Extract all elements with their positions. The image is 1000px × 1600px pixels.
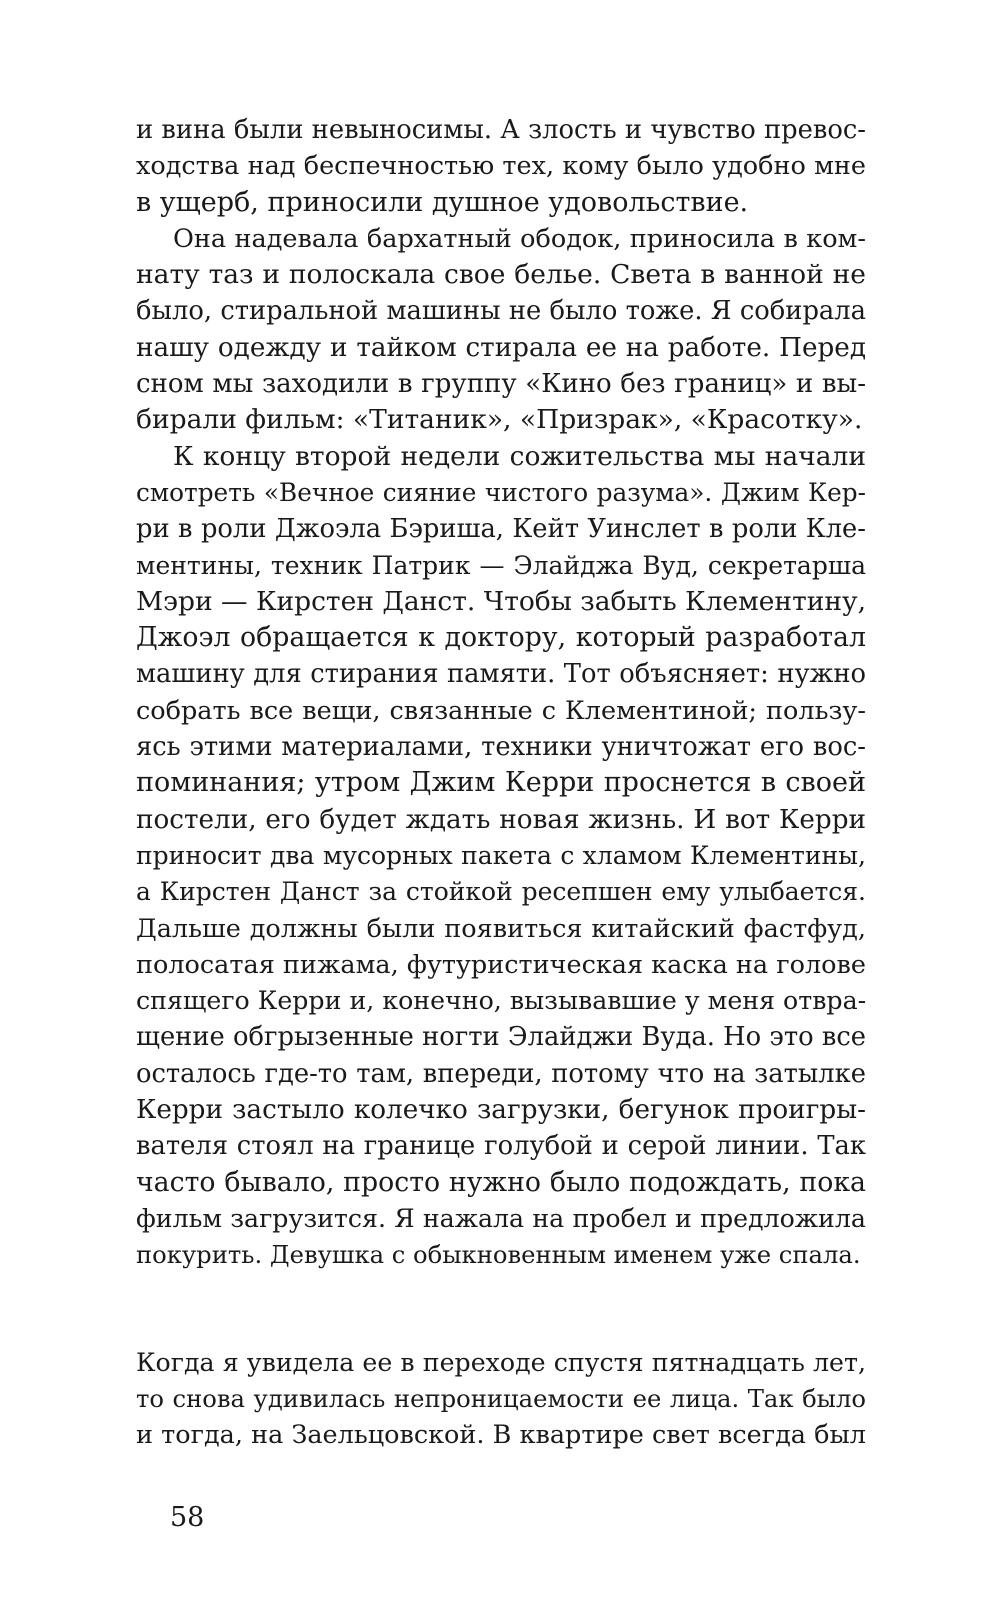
text-line: то снова удивилась непроницаемости ее лица. Так было [136,1383,866,1413]
text-line: сном мы заходили в группу «Кино без границ» и вы- [136,369,866,400]
page-number: 58 [170,1502,205,1533]
paragraph-continuation [136,112,866,221]
text-line: спящего Керри и, конечно, вызывавшие у меня отвра- [136,986,867,1016]
text-line: и тогда, на Заельцовской. В квартире свет всегда был [136,1420,866,1451]
text-line: Мэри — Кирстен Данст. Чтобы забыть Клементину, [136,585,867,617]
text-line: Джоэл обращается к доктору, который разработал [136,622,866,654]
book-page-text [136,112,866,1453]
text-line: полосатая пижама, футуристическая каска на голове [136,949,866,980]
text-line: нашу одежду и тайком стирала ее на работе. Перед [136,332,866,363]
section-break [136,1274,866,1345]
text-line: ментины, техник Патрик — Элайджа Вуд, секретарша [136,550,866,580]
paragraph-eternal-sunshine [136,439,866,1274]
text-line: щение обгрызенные ногти Элайджи Вуда. Но это все [136,1022,866,1053]
text-line: в ущерб, приносили душное удовольствие. [136,186,749,218]
text-line: и вина были невыносимы. А злость и чувство превос- [136,115,866,145]
text-line: было, стиральной машины не было тоже. Я собирала [136,296,866,327]
text-line: Когда я увидела ее в переходе спустя пятнадцать лет, [136,1347,866,1377]
text-line: а Кирстен Данст за стойкой ресепшен ему улыбается. [136,877,866,907]
text-line: часто бывало, просто нужно было подождать, пока [136,1166,866,1198]
text-line: постели, его будет ждать новая жизнь. И вот Керри [136,804,866,835]
text-line: ясь этими материалами, техники уничтожат его вос- [136,732,866,763]
text-line: Дальше должны были появиться китайский фастфуд, [136,913,866,944]
text-line: К концу второй недели сожительства мы начали [173,440,866,472]
text-line: ходства над беспечностью тех, кому было удобно мне [136,151,866,182]
text-line: Она надевала бархатный ободок, приносила в ком- [173,223,866,254]
text-line: смотреть «Вечное сияние чистого разума». Джим Кер- [136,477,866,507]
text-line: собрать все вещи, связанные с Клементиной; пользу- [136,695,866,726]
text-line: нату таз и полоскала свое белье. Света в ванной не [136,259,866,291]
text-line: осталось где-то там, впереди, потому что на затылке [136,1058,866,1089]
text-line: приносит два мусорных пакета с хламом Клементины, [136,840,866,870]
text-line: машину для стирания памяти. Тот объясняет: нужно [136,659,866,690]
text-line: вателя стоял на границе голубой и серой линии. Так [136,1131,866,1162]
text-line: Керри застыло колечко загрузки, бегунок проигры- [136,1095,866,1126]
text-line: бирали фильм: «Титаник», «Призрак», «Красотку». [136,404,863,436]
paragraph-laundry [136,221,866,439]
paragraph-new-section [136,1345,866,1454]
text-line: покурить. Девушка с обыкновенным именем уже спала. [136,1240,861,1270]
text-line: ри в роли Джоэла Бэриша, Кейт Уинслет в роли Кле- [136,514,866,545]
text-line: фильм загрузится. Я нажала на пробел и предложила [136,1203,866,1233]
text-line: поминания; утром Джим Керри проснется в своей [136,767,866,799]
